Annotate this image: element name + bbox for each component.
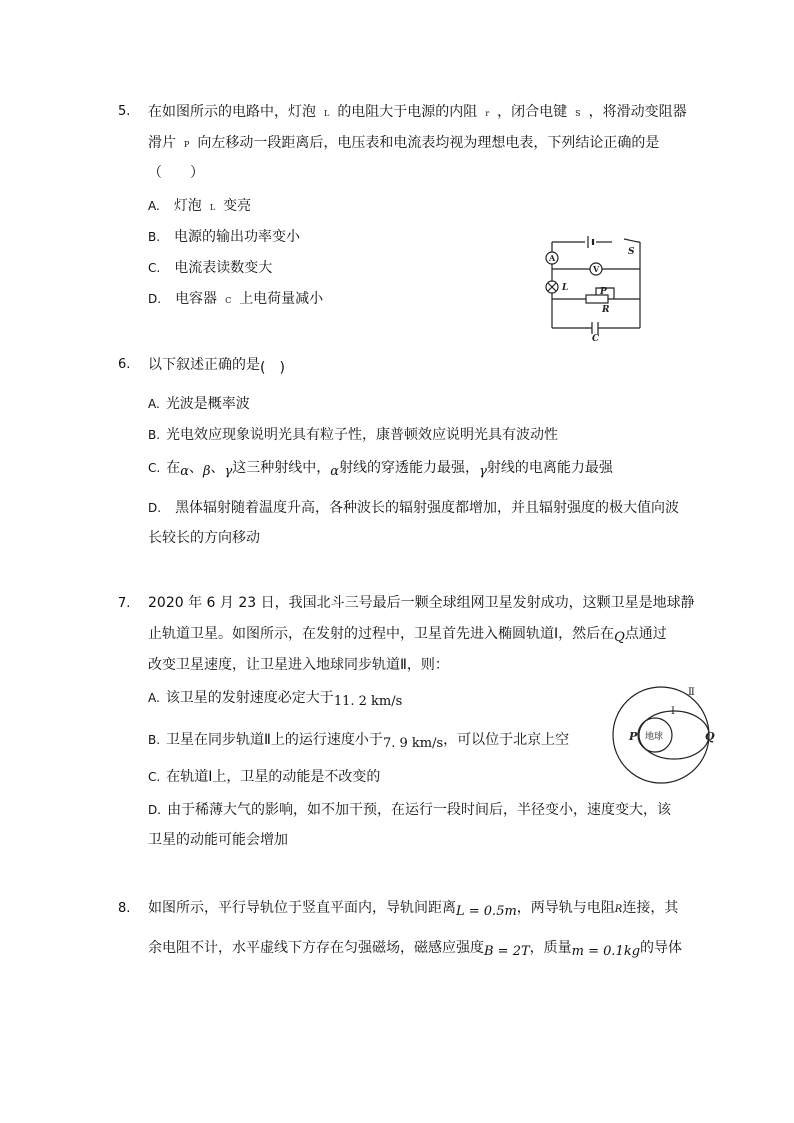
option-b: B. 光电效应现象说明光具有粒子性，康普顿效应说明光具有波动性 — [148, 427, 559, 443]
question-stem-line-3: 改变卫星速度，让卫星进入地球同步轨道Ⅱ，则： — [148, 657, 449, 673]
answer-bracket: （ ） — [148, 165, 204, 181]
circuit-diagram — [540, 232, 650, 344]
option-b: B. 卫星在同步轨道Ⅱ上的运行速度小于7. 9 km/s，可以位于北京上空 — [148, 732, 570, 751]
question-stem-line-2: 余电阻不计，水平虚线下方存在匀强磁场，磁感应强度B = 2T，质量m = 0.1kg的导体 — [148, 940, 683, 959]
option-d: D. 黑体辐射随着温度升高，各种波长的辐射强度都增加，并且辐射强度的极大值向波 — [148, 500, 680, 516]
question-number: 8. — [118, 901, 131, 916]
question-stem: 以下叙述正确的是( ) — [148, 357, 285, 376]
option-d-continued: 卫星的动能可能会增加 — [148, 832, 288, 848]
option-a: A. 灯泡 L 变亮 — [148, 198, 252, 214]
option-d-continued: 长较长的方向移动 — [148, 530, 260, 546]
option-a: A. 光波是概率波 — [148, 396, 250, 412]
label-orbit-i: Ⅰ — [671, 706, 675, 717]
question-number: 5. — [118, 104, 131, 119]
question-stem-line-1: 如图所示，平行导轨位于竖直平面内，导轨间距离L = 0.5m，两导轨与电阻R连接，其 — [148, 900, 679, 919]
question-number: 7. — [118, 596, 131, 611]
switch-icon — [624, 239, 638, 242]
question-stem-line-2: 止轨道卫星。如图所示，在发射的过程中，卫星首先进入椭圆轨道Ⅰ，然后在Q点通过 — [148, 626, 667, 645]
figure-label-c: C — [592, 334, 600, 344]
option-b: B. 电源的输出功率变小 — [148, 229, 301, 245]
option-c: C. 在α、β、γ这三种射线中，α射线的穿透能力最强，γ射线的电离能力最强 — [148, 460, 613, 479]
orbit-diagram — [604, 682, 720, 786]
label-p: P — [629, 730, 638, 743]
figure-label-a: A — [549, 253, 556, 263]
option-a: A. 该卫星的发射速度必定大于11. 2 km/s — [148, 690, 403, 709]
figure-label-s: S — [628, 247, 635, 257]
label-earth: 地球 — [645, 732, 664, 742]
figure-label-r: R — [602, 305, 610, 315]
option-d: D. 电容器 C 上电荷量减小 — [148, 291, 324, 307]
question-stem-line-1: 在如图所示的电路中，灯泡 L 的电阻大于电源的内阻 r ，闭合电键 S ，将滑动变阻器 — [148, 104, 687, 120]
question-stem-line-1: 2020 年 6 月 23 日，我国北斗三号最后一颗全球组网卫星发射成功，这颗卫星是地球静 — [148, 595, 695, 611]
option-d: D. 由于稀薄大气的影响，如不加干预，在运行一段时间后，半径变小，速度变大，该 — [148, 802, 672, 818]
question-number: 6. — [118, 357, 131, 372]
label-orbit-ii: Ⅱ — [688, 687, 695, 698]
figure-label-v: V — [593, 264, 600, 274]
figure-label-p: P — [600, 287, 607, 297]
figure-label-l: L — [562, 283, 569, 293]
label-q: Q — [705, 730, 715, 743]
option-c: C. 电流表读数变大 — [148, 260, 273, 276]
option-c: C. 在轨道Ⅰ上，卫星的动能是不改变的 — [148, 769, 381, 785]
question-stem-line-2: 滑片 P 向左移动一段距离后，电压表和电流表均视为理想电表，下列结论正确的是 — [148, 135, 660, 151]
